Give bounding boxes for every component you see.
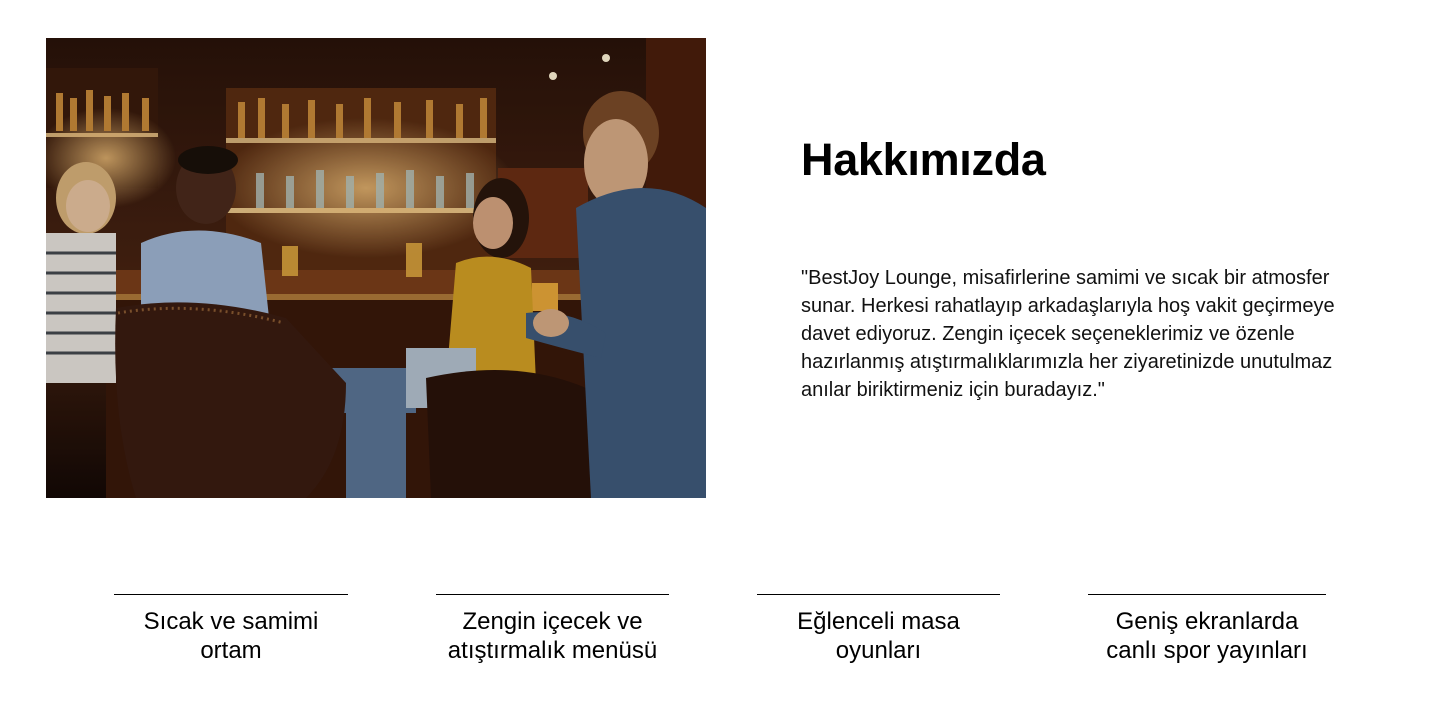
- feature-item: [114, 594, 348, 665]
- feature-label: Geniş ekranlarda canlı spor yayınları: [1106, 608, 1308, 664]
- feature-item: [757, 594, 1000, 665]
- feature-item: [1088, 594, 1326, 665]
- about-photo: [46, 38, 706, 498]
- about-description: "BestJoy Lounge, misafirlerine samimi ve sıcak bir atmosfer sunar. Herkesi rahatlayıp arkadaşlarıyla hoş vakit geçirmeye davet ediyoruz. Zengin içecek seçeneklerimiz ve özenle hazırlanmış atıştırmalıklarımızla her ziyaretinizde unutulmaz anılar biriktirmeniz için buradayız.": [801, 267, 1335, 401]
- feature-label: Sıcak ve samimi ortam: [143, 608, 319, 664]
- feature-label: Eğlenceli masa oyunları: [797, 608, 960, 664]
- feature-label: Zengin içecek ve atıştırmalık menüsü: [447, 608, 658, 664]
- page-title: Hakkımızda: [801, 134, 1046, 185]
- feature-item: [436, 594, 669, 665]
